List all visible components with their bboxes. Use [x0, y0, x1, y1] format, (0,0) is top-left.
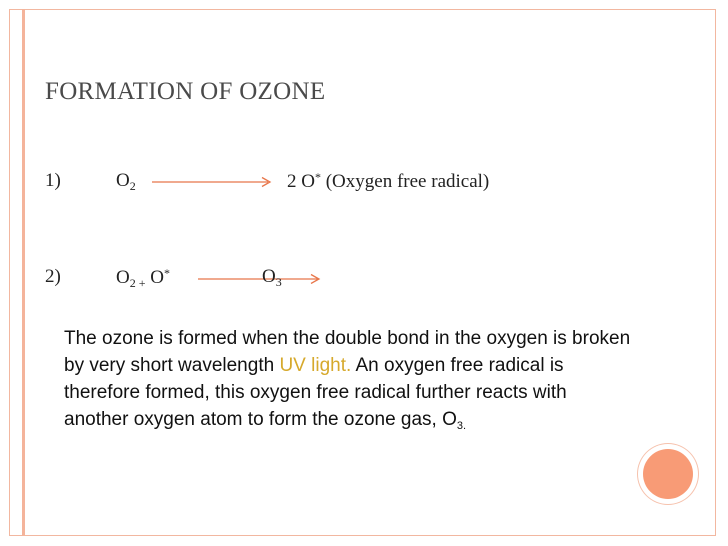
equation-1-note: (Oxygen free radical): [325, 171, 490, 192]
equation-2-reactants: $O_{2 +}$ O*: [116, 266, 170, 290]
decorative-circle: [643, 449, 693, 499]
equation-1-arrow: [152, 176, 274, 188]
equation-1-product: 2 O* (Oxygen free radical): [287, 170, 490, 192]
equation-2-number: 2): [45, 266, 61, 287]
equation-2-product: $O_3$: [262, 266, 282, 289]
equation-1-number: 1): [45, 170, 61, 191]
slide-title: FORMATION OF OZONE: [45, 78, 326, 105]
equation-2-arrow: [198, 272, 324, 284]
explanation-paragraph: The ozone is formed when the double bond in the oxygen is broken by very short wavelength UV light. An oxygen free radical is therefore formed, this oxygen free radical further reacts with another oxygen atom to form the ozone gas, $O_{3.}$: [64, 328, 631, 432]
equation-1-reactant: $O_2$: [116, 170, 136, 193]
uv-light-highlight: UV light.: [279, 355, 352, 376]
sidebar-accent-line: [22, 9, 25, 536]
